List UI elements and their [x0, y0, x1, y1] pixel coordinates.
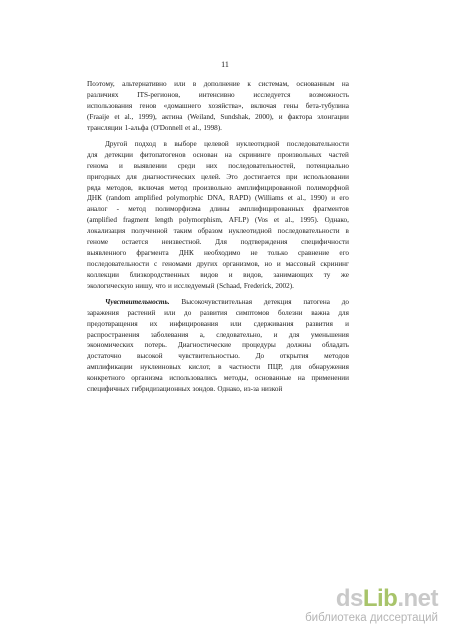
word: в — [192, 80, 197, 88]
word: 2000), — [255, 112, 274, 121]
word: гибридизационных — [131, 385, 191, 394]
word: достигается — [243, 172, 281, 181]
text-line — [87, 297, 349, 308]
word: экологическую — [87, 281, 134, 290]
word: организмов, — [222, 259, 260, 268]
word: Другой — [105, 139, 128, 148]
text-line — [87, 248, 349, 259]
word: обладать — [322, 341, 349, 350]
word: и — [167, 281, 172, 290]
word: Это — [226, 172, 238, 181]
word: таким — [173, 227, 192, 236]
word: (Williams — [254, 194, 284, 203]
word: Для — [215, 237, 227, 246]
word: RAPD) — [229, 194, 251, 203]
text-line — [87, 351, 349, 362]
word: выборе — [174, 139, 197, 148]
word: растений — [127, 308, 156, 317]
word: length — [154, 216, 173, 225]
text-line — [87, 204, 349, 215]
text-line — [87, 319, 349, 330]
word: и — [228, 270, 233, 279]
text-line — [87, 259, 349, 270]
text-line — [87, 308, 349, 319]
word: детекция — [263, 297, 292, 306]
page-number: 11 — [221, 60, 229, 69]
word: фрагментов — [313, 205, 349, 214]
word: и — [345, 319, 349, 328]
word: основан — [192, 150, 218, 159]
word: или — [230, 319, 242, 328]
word: и — [276, 259, 281, 268]
word: уменьшения — [310, 330, 349, 339]
word: их — [149, 319, 158, 328]
dslib-watermark — [305, 587, 438, 625]
text-line — [87, 150, 349, 161]
word: развития — [199, 308, 228, 317]
word: al., — [192, 123, 202, 132]
word: или — [174, 80, 186, 88]
text-line — [87, 161, 349, 172]
word: выявлении — [133, 161, 167, 170]
word: организма — [131, 374, 163, 383]
word: основанные — [254, 374, 292, 383]
word: до — [341, 297, 349, 306]
word: низкой — [261, 385, 283, 394]
word: 1999), — [138, 112, 157, 121]
word: 1-альфа — [124, 123, 149, 132]
word: системам, — [258, 80, 289, 88]
word: для — [126, 172, 137, 181]
word: диагностических — [142, 172, 196, 181]
word: чувствительностью. — [178, 352, 240, 361]
text-line — [87, 330, 349, 341]
text-line — [87, 281, 349, 292]
word: что — [155, 281, 166, 290]
word: процедуры — [242, 341, 276, 350]
word: полиморфной — [306, 183, 349, 192]
word: нишу, — [135, 281, 154, 290]
word: al., — [124, 112, 134, 121]
word: фитопатогенов — [140, 150, 186, 159]
word: et — [114, 112, 120, 121]
paragraph-lead: Чувствительность. — [105, 297, 170, 306]
word: достаточно — [87, 352, 122, 361]
word: образом — [197, 227, 223, 236]
word: близкородственных — [129, 270, 190, 279]
word: выявленного — [87, 248, 127, 257]
word: исследуемый — [174, 281, 215, 290]
word: сдерживания — [253, 319, 294, 328]
word: нуклеотидной — [228, 227, 272, 236]
word: 1995). — [299, 216, 319, 225]
word: amplified — [134, 194, 163, 203]
word: (O'Donnell — [150, 123, 183, 132]
word: целей. — [201, 172, 221, 181]
word: геноме — [87, 237, 109, 246]
word: et — [287, 194, 293, 203]
word: видов, — [243, 270, 263, 279]
word: альтернативно — [122, 80, 167, 88]
word: специфичности — [301, 237, 349, 246]
word: обнаружения — [308, 363, 349, 372]
word: методов, — [106, 183, 133, 192]
word: последовательности — [277, 227, 340, 236]
word: открытия — [279, 352, 309, 361]
text-line — [87, 183, 349, 194]
word: Высокочувствительная — [181, 297, 253, 306]
word: методы, — [223, 374, 249, 383]
document-body — [87, 79, 349, 395]
word: симптомов — [235, 308, 270, 317]
word: же — [340, 270, 349, 279]
word: «домашнего — [163, 101, 201, 110]
word: дополнение — [203, 80, 240, 88]
word: polymorphic — [166, 194, 204, 203]
word: потенциально — [306, 161, 349, 170]
word: и — [278, 112, 283, 121]
word: кислот, — [188, 363, 211, 372]
word: среди — [177, 161, 196, 170]
word: использования — [87, 101, 133, 110]
word: важна — [311, 308, 330, 317]
word: но — [264, 259, 272, 268]
word: генов — [139, 101, 157, 110]
word: амплифицированных — [238, 205, 304, 214]
word: для — [288, 330, 300, 339]
word: в — [218, 363, 222, 372]
word: гены — [283, 101, 299, 110]
word: или — [164, 308, 176, 317]
word: других — [196, 259, 218, 268]
word: включая — [250, 101, 277, 110]
word: аналог — [87, 205, 108, 214]
word: из-за — [243, 385, 259, 394]
word: применении — [311, 374, 349, 383]
word: для — [290, 363, 302, 372]
word: методов — [324, 352, 349, 361]
word: al., — [285, 216, 294, 225]
word: нуклеиновых — [140, 363, 182, 372]
word: неизвестной. — [161, 237, 202, 246]
word: (Weiland, — [187, 112, 216, 121]
word: целевой — [204, 139, 229, 148]
word: элонгации — [317, 112, 349, 121]
word: AFLP) — [228, 216, 249, 225]
word: скрининге — [238, 150, 271, 159]
word: генома — [87, 161, 109, 170]
word: к — [247, 80, 251, 88]
text-line — [87, 362, 349, 373]
word: Frederick, — [243, 281, 274, 290]
word: - — [116, 205, 120, 214]
word: не — [250, 248, 258, 257]
word: развития — [305, 319, 333, 328]
word: длины — [209, 205, 230, 214]
word: а, — [199, 330, 205, 339]
text-line — [87, 123, 349, 134]
word: болезни — [277, 308, 303, 317]
word: Однако, — [324, 216, 349, 225]
word: и — [118, 161, 123, 170]
word: на — [341, 80, 349, 88]
word: 2002). — [275, 281, 294, 290]
text-line — [87, 226, 349, 237]
word: DNA, — [207, 194, 225, 203]
text-line — [87, 90, 349, 101]
word: массовый — [285, 259, 316, 268]
text-line — [87, 172, 349, 183]
word: следовательно, — [216, 330, 263, 339]
word: фактора — [287, 112, 313, 121]
word: предотвращения — [87, 319, 138, 328]
word: хозяйства», — [208, 101, 244, 110]
word: геномами — [162, 259, 192, 268]
text-line — [87, 79, 349, 90]
word: et — [185, 123, 191, 132]
word: 1998). — [203, 123, 222, 132]
word: включая — [138, 183, 164, 192]
word: нуклеотидной — [236, 139, 280, 148]
word: инфицирования — [169, 319, 219, 328]
word: распространения — [87, 330, 140, 339]
word: ряда — [87, 183, 101, 192]
word: частности — [229, 363, 261, 372]
word: конкретного — [87, 374, 125, 383]
word: использовались — [169, 374, 218, 383]
word: fragment — [122, 216, 149, 225]
text-line — [87, 270, 349, 281]
word: экономических — [87, 341, 134, 350]
word: et — [273, 216, 280, 225]
word: частей — [328, 150, 349, 159]
word: потерь. — [144, 341, 167, 350]
word: произвольных — [277, 150, 322, 159]
word: в — [345, 227, 349, 236]
word: скрининг — [320, 259, 349, 268]
word: занимающих — [273, 270, 314, 279]
word: последовательности — [286, 139, 349, 148]
word: подтверждения — [240, 237, 288, 246]
word: высокой — [137, 352, 163, 361]
word: трансляции — [87, 123, 123, 132]
word: Однако, — [217, 385, 242, 394]
word: амплифицированной — [237, 183, 302, 192]
word: ДНК — [87, 194, 102, 203]
text-line — [87, 139, 349, 150]
word: произвольно — [192, 183, 232, 192]
word: исследуется — [253, 90, 291, 99]
word: возможность — [309, 90, 349, 99]
text-line — [87, 193, 349, 204]
word: последовательности — [87, 259, 150, 268]
text-line — [87, 384, 349, 395]
word: последовательностей, — [228, 161, 296, 170]
word: его — [339, 248, 349, 257]
word: polymorphism, — [179, 216, 223, 225]
text-line — [87, 340, 349, 351]
word: зондов. — [192, 385, 216, 394]
word: (Fraaije — [87, 112, 110, 121]
word: al., — [297, 194, 306, 203]
word: 1990) — [310, 194, 327, 203]
word: патогена — [303, 297, 330, 306]
word: до — [184, 308, 192, 317]
word: локализация — [87, 227, 126, 236]
word: амплификации — [87, 363, 133, 372]
word: на — [297, 374, 305, 383]
word: Поэтому, — [87, 80, 115, 88]
word: различиях — [87, 90, 119, 99]
word: метод — [128, 205, 147, 214]
word: актина — [161, 112, 183, 121]
word: полиморфизма — [155, 205, 201, 214]
word: заболевания — [150, 330, 189, 339]
word: использовании — [303, 172, 349, 181]
word: заражения — [87, 308, 119, 317]
word: в — [163, 139, 167, 148]
word: ITS-регионов, — [137, 90, 181, 99]
word: при — [286, 172, 298, 181]
word: для — [338, 308, 349, 317]
word: и — [273, 330, 278, 339]
word: его — [339, 194, 349, 203]
word: коллекции — [87, 270, 120, 279]
word: метод — [169, 183, 188, 192]
word: (Schaad, — [216, 281, 242, 290]
word: специфичных — [87, 385, 130, 394]
word: только — [267, 248, 288, 257]
word: на — [224, 150, 232, 159]
text-line — [87, 237, 349, 248]
word: Sundshak, — [220, 112, 251, 121]
word: подход — [134, 139, 156, 148]
word: До — [255, 352, 265, 361]
watermark-logo: dsLib.net — [335, 585, 438, 612]
word: фрагмента — [136, 248, 169, 257]
word: бета-тубулина — [305, 101, 349, 110]
word: ту — [323, 270, 331, 279]
word: остается — [121, 237, 149, 246]
word: видов — [200, 270, 219, 279]
word: них — [206, 161, 218, 170]
word: полученной — [131, 227, 168, 236]
word: и — [331, 194, 336, 203]
word: Диагностические — [177, 341, 232, 350]
word: детекции — [104, 150, 133, 159]
word: (random — [106, 194, 131, 203]
text-line — [87, 215, 349, 226]
word: необходимо — [203, 248, 241, 257]
word: (amplified — [87, 216, 117, 225]
word: ПЦР, — [267, 363, 283, 372]
text-line — [87, 101, 349, 112]
watermark-tagline: библиотека диссертаций — [305, 612, 438, 624]
text-line — [87, 373, 349, 384]
word: с — [153, 259, 158, 268]
text-line — [87, 112, 349, 123]
word: основанным — [296, 80, 335, 88]
word: должны — [286, 341, 312, 350]
word: интенсивно — [198, 90, 235, 99]
word: (Vos — [254, 216, 268, 225]
word: пригодных — [87, 172, 121, 181]
word: сравнение — [297, 248, 330, 257]
word: ДНК — [178, 248, 194, 257]
word: для — [87, 150, 98, 159]
